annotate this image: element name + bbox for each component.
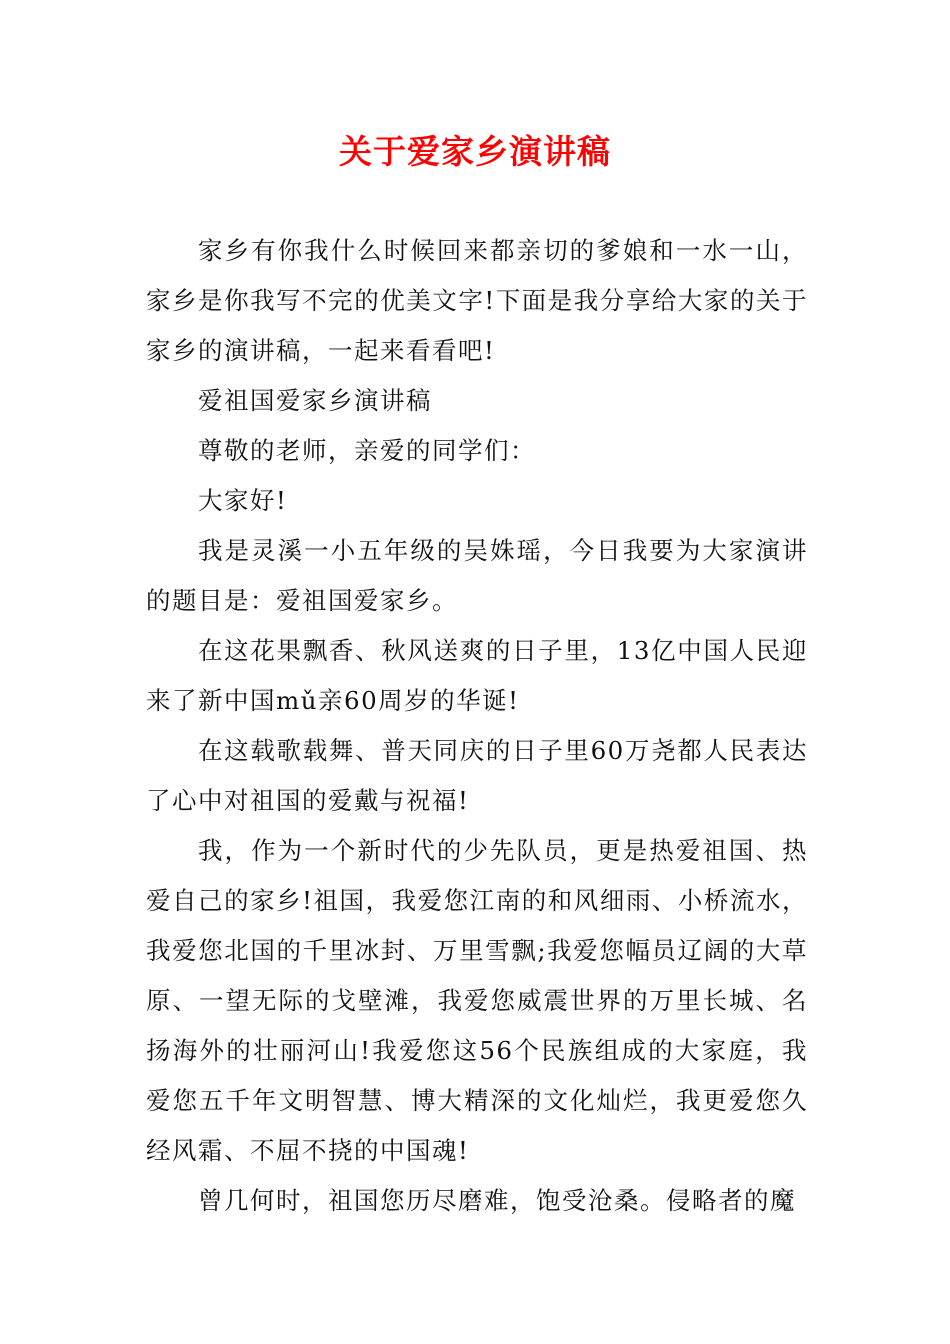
- paragraph-history: 曾几何时，祖国您历尽磨难，饱受沧桑。侵略者的魔: [198, 1186, 796, 1215]
- paragraph-greeting: 大家好!: [198, 486, 288, 515]
- paragraph-anniversary: 在这花果飘香、秋风送爽的日子里，13亿中国人民迎来了新中国mǔ亲60周岁的华诞!: [146, 636, 808, 715]
- paragraph-celebration: 在这载歌载舞、普天同庆的日子里60万尧都人民表达了心中对祖国的爱戴与祝福!: [146, 736, 808, 815]
- document-body: [146, 226, 808, 1226]
- paragraph-self-intro: 我是灵溪一小五年级的吴姝瑶，今日我要为大家演讲的题目是：爱祖国爱家乡。: [146, 536, 808, 615]
- paragraph-love-motherland: 我，作为一个新时代的少先队员，更是热爱祖国、热爱自己的家乡!祖国，我爱您江南的和风细雨、小桥流水，我爱您北国的千里冰封、万里雪飘;我爱您幅员辽阔的大草原、一望无际的戈壁滩，我爱您威震世界的万里长城、名扬海外的壮丽河山!我爱您这56个民族组成的大家庭，我爱您五千年文明智慧、博大精深的文化灿烂，我更爱您久经风霜、不屈不挠的中国魂!: [146, 836, 808, 1165]
- paragraph-subtitle: 爱祖国爱家乡演讲稿: [198, 386, 432, 415]
- paragraph-salutation: 尊敬的老师，亲爱的同学们：: [198, 436, 536, 465]
- document-title: 关于爱家乡演讲稿: [339, 132, 611, 171]
- paragraph-intro: 家乡有你我什么时候回来都亲切的爹娘和一水一山，家乡是你我写不完的优美文字!下面是我分享给大家的关于家乡的演讲稿，一起来看看吧!: [146, 236, 808, 365]
